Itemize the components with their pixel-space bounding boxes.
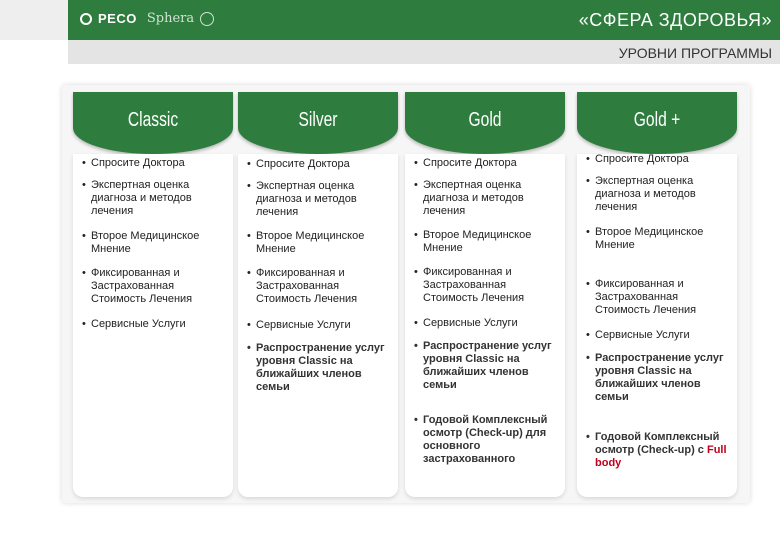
list-item: • Экспертная оценка диагноза и методов лечения — [414, 179, 524, 217]
bullet-icon: • — [82, 179, 86, 191]
page-title: «СФЕРА ЗДОРОВЬЯ» — [578, 10, 772, 30]
list-item: • Спросите Доктора — [247, 158, 350, 170]
header-side-block — [0, 0, 68, 40]
logo — [80, 11, 214, 26]
plan-name: Gold + — [633, 109, 681, 131]
list-item: • Годовой Комплексный осмотр (Check-up) с Full body — [586, 431, 727, 469]
bullet-icon: • — [586, 153, 590, 165]
plan-column-classic — [73, 92, 233, 497]
bullet-icon: • — [586, 278, 590, 290]
list-item: • Сервисные Услуги — [82, 318, 186, 330]
plan-header — [405, 92, 565, 154]
plan-name: Silver — [298, 109, 338, 131]
list-item: • Сервисные Услуги — [586, 329, 690, 341]
list-item: • Фиксированная и Застрахованная Стоимость Лечения — [82, 267, 193, 305]
plan-body — [405, 154, 565, 497]
full-body-highlight: Full body — [595, 444, 727, 469]
plan-header — [73, 92, 233, 154]
peco-logo-icon — [80, 13, 92, 25]
bullet-icon: • — [586, 352, 590, 364]
plan-header — [238, 92, 398, 154]
plan-column-silver — [238, 92, 398, 497]
bullet-icon: • — [586, 175, 590, 187]
bullet-icon: • — [247, 342, 251, 354]
list-item: • Экспертная оценка диагноза и методов лечения — [247, 180, 357, 218]
bullet-icon: • — [247, 180, 251, 192]
bullet-icon: • — [82, 267, 86, 279]
bullet-icon: • — [82, 318, 86, 330]
list-item: • Второе Медицинское Мнение — [414, 229, 532, 254]
list-item: • Распространение услуг уровня Classic на ближайших членов семьи — [586, 352, 724, 403]
bullet-icon: • — [414, 317, 418, 329]
list-item: • Второе Медицинское Мнение — [247, 230, 365, 255]
bullet-icon: • — [414, 414, 418, 426]
bullet-icon: • — [414, 229, 418, 241]
list-item: • Фиксированная и Застрахованная Стоимость Лечения — [586, 278, 697, 316]
plan-header — [577, 92, 737, 154]
logo-name: PECO — [98, 11, 137, 26]
globe-icon — [200, 12, 214, 26]
logo-sub: Sphera — [146, 11, 195, 26]
bullet-icon: • — [247, 267, 251, 279]
list-item: • Второе Медицинское Мнение — [586, 226, 704, 251]
plan-body — [238, 154, 398, 497]
list-item: • Спросите Доктора — [414, 157, 517, 169]
bullet-icon: • — [414, 340, 418, 352]
list-item: • Годовой Комплексный осмотр (Check-up) для основного застрахованного — [414, 414, 548, 465]
header-bar — [0, 0, 780, 64]
bullet-icon: • — [414, 157, 418, 169]
bullet-icon: • — [586, 431, 590, 443]
plan-name: Classic — [127, 109, 179, 131]
list-item: • Фиксированная и Застрахованная Стоимость Лечения — [414, 266, 525, 304]
bullet-icon: • — [586, 226, 590, 238]
list-item: • Экспертная оценка диагноза и методов лечения — [82, 179, 192, 217]
page-subtitle: УРОВНИ ПРОГРАММЫ — [618, 45, 772, 61]
plan-column-gold-plus — [577, 92, 737, 497]
list-item: • Экспертная оценка диагноза и методов лечения — [586, 175, 696, 213]
bullet-icon: • — [414, 179, 418, 191]
plan-body — [73, 154, 233, 497]
list-item: • Второе Медицинское Мнение — [82, 230, 200, 255]
bullet-icon: • — [414, 266, 418, 278]
list-item: • Распространение услуг уровня Classic на ближайших членов семьи — [247, 342, 385, 393]
list-item: • Спросите Доктора — [586, 153, 689, 165]
list-item: • Сервисные Услуги — [414, 317, 518, 329]
list-item: • Сервисные Услуги — [247, 319, 351, 331]
bullet-icon: • — [82, 230, 86, 242]
bullet-icon: • — [247, 230, 251, 242]
plan-column-gold — [405, 92, 565, 497]
bullet-icon: • — [82, 157, 86, 169]
list-item: • Спросите Доктора — [82, 157, 185, 169]
list-item: • Фиксированная и Застрахованная Стоимость Лечения — [247, 267, 358, 305]
bullet-icon: • — [247, 158, 251, 170]
bullet-icon: • — [247, 319, 251, 331]
bullet-icon: • — [586, 329, 590, 341]
plan-name: Gold — [468, 109, 502, 131]
list-item: • Распространение услуг уровня Classic на ближайших членов семьи — [414, 340, 552, 391]
plan-body — [577, 154, 737, 497]
